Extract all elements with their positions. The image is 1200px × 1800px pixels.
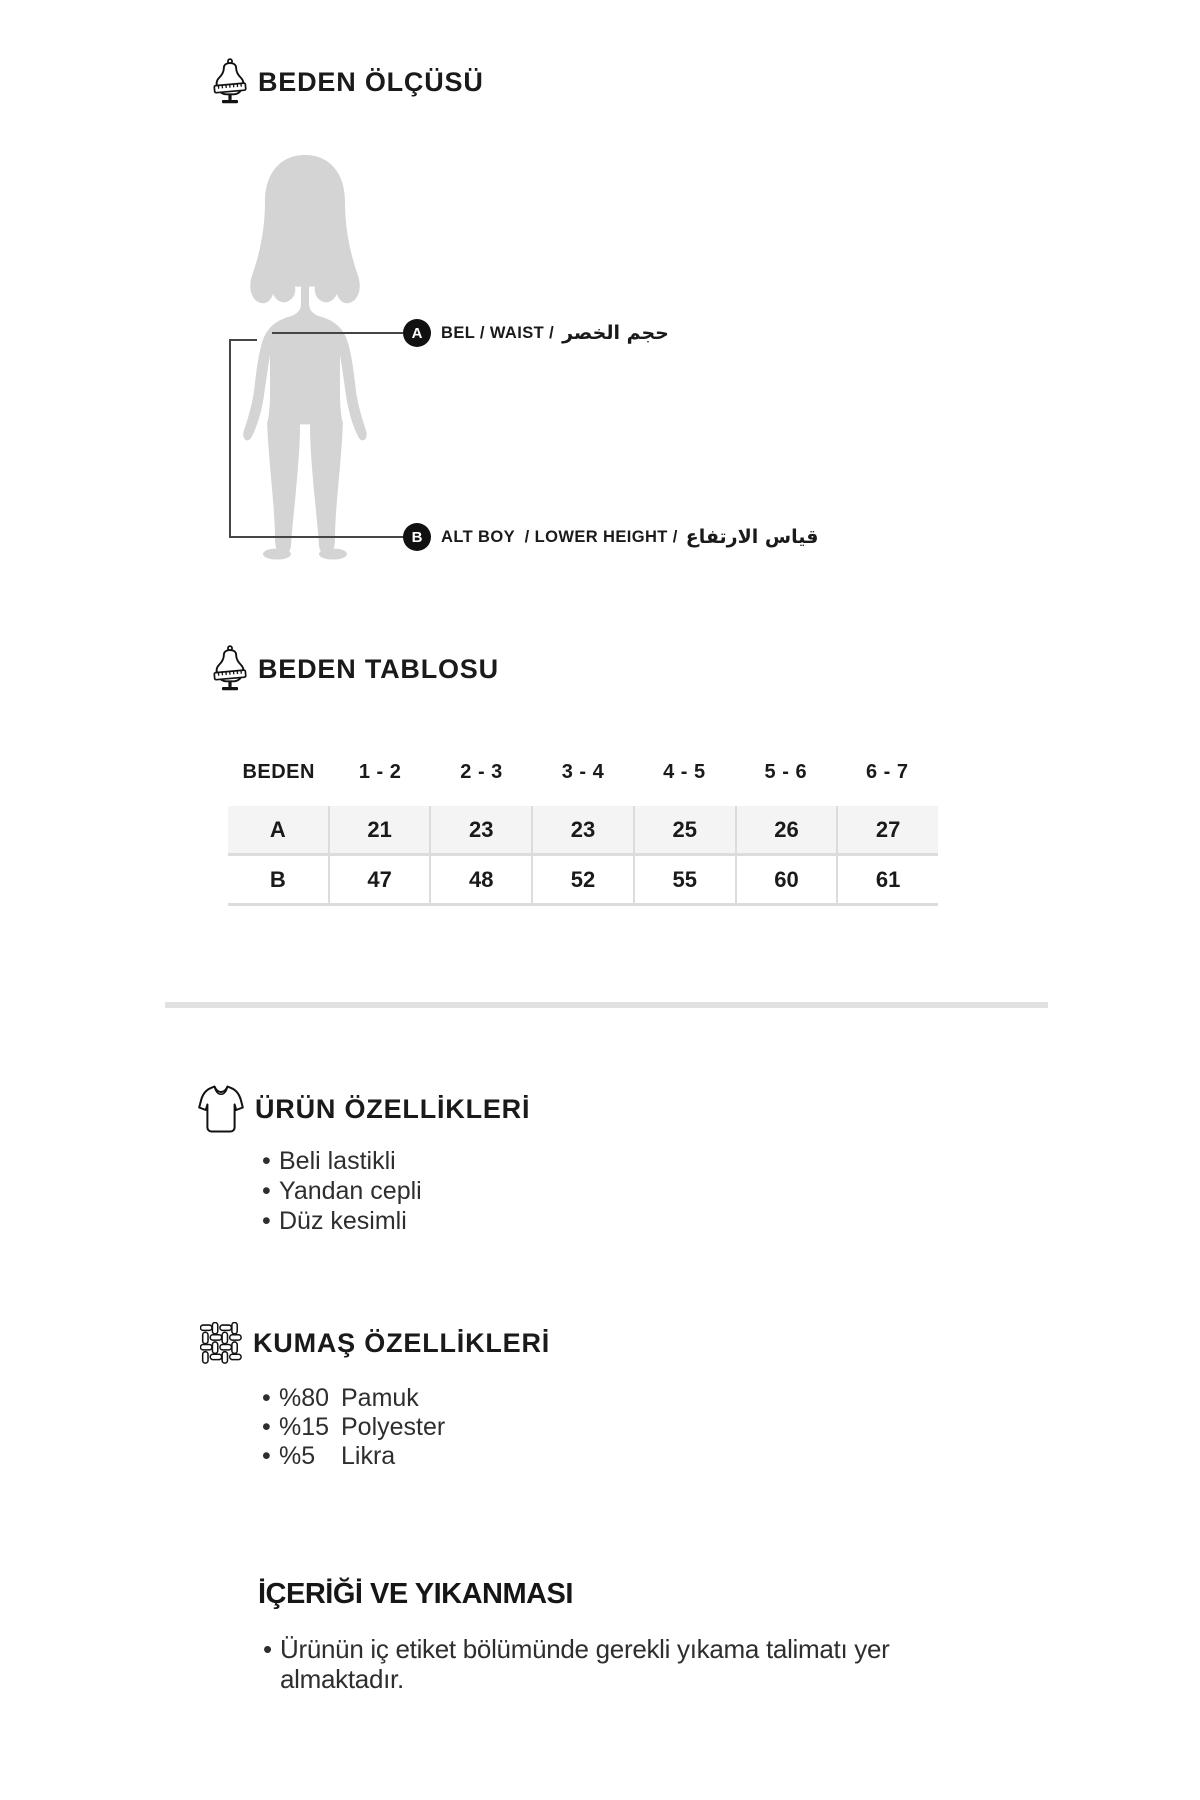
mannequin-icon [213,645,247,693]
table-row [228,856,938,906]
child-silhouette-figure [205,153,405,560]
measure-label-a-arabic: حجم الخصر [562,322,669,344]
list-item [262,1413,445,1442]
size-table-col: 4 - 5 [663,760,706,783]
measure-label-a-text: BEL / WAIST / [441,323,555,342]
cell-value: 23 [531,806,633,853]
fabric-name: Pamuk [341,1384,419,1412]
measure-label-b [441,523,818,551]
row-label: A [269,816,286,842]
fabric-percent: %15 [279,1413,330,1441]
size-table-col: 2 - 3 [460,760,503,783]
size-table-header [213,645,499,693]
size-table-col: BEDEN [242,760,315,783]
measure-badge-b-letter: B [411,528,423,546]
list-item: • Yandan cepli [262,1176,422,1206]
size-table-col: 3 - 4 [561,760,605,783]
care-title: İÇERİĞİ VE YIKANMASI [258,1578,573,1610]
table-row [228,806,938,856]
measure-badge-b [403,523,431,551]
section-divider [165,1002,1048,1008]
measure-label-b-text: ALT BOY / LOWER HEIGHT / [441,527,678,546]
measure-badge-a-letter: A [411,324,423,342]
measure-line-b [229,536,405,538]
fabric-features-title: KUMAŞ ÖZELLİKLERİ [253,1327,551,1358]
cell-value: 60 [735,856,837,903]
cell-value: 21 [328,806,430,853]
cell-value: 26 [735,806,837,853]
list-item [262,1442,445,1471]
list-item: • Ürünün iç etiket bölümünde gerekli yıkama talimatı yer almaktadır. [263,1634,993,1694]
measure-label-b-arabic: قياس الارتفاع [685,526,819,548]
size-table-header-row [228,752,938,792]
care-list [263,1634,993,1694]
cell-value: 47 [328,856,430,903]
measure-line-a [272,332,403,334]
mannequin-icon [213,58,247,106]
list-item: • Düz kesimli [262,1206,422,1236]
cell-value: 48 [429,856,531,903]
size-table [228,752,938,906]
fabric-name: Polyester [341,1413,446,1441]
measure-badge-a [403,319,431,347]
size-guide-title: BEDEN ÖLÇÜSÜ [258,66,484,97]
fabric-percent: %80 [279,1384,330,1412]
product-features-list [262,1146,422,1236]
product-features-title: ÜRÜN ÖZELLİKLERİ [255,1093,531,1124]
fabric-features-list [262,1384,445,1471]
list-item [262,1384,445,1413]
cell-value: 23 [429,806,531,853]
cell-value: 27 [836,806,938,853]
measure-label-a [441,319,669,347]
list-item: • Beli lastikli [262,1146,422,1176]
size-table-col: 6 - 7 [865,760,909,783]
size-guide-header [213,58,484,106]
height-bracket-top-stub [229,339,257,341]
fabric-features-header [200,1322,550,1364]
product-features-header [198,1084,530,1134]
cell-value: 55 [633,856,735,903]
row-label: B [269,866,286,892]
size-table-col: 5 - 6 [764,760,808,783]
cell-value: 25 [633,806,735,853]
fabric-name: Likra [341,1442,396,1470]
height-bracket-vertical [229,339,231,537]
size-table-col: 1 - 2 [358,760,402,783]
cell-value: 52 [531,856,633,903]
tshirt-icon [198,1084,244,1134]
size-table-title: BEDEN TABLOSU [258,653,499,684]
fabric-icon [200,1322,242,1364]
cell-value: 61 [836,856,938,903]
fabric-percent: %5 [279,1442,316,1470]
